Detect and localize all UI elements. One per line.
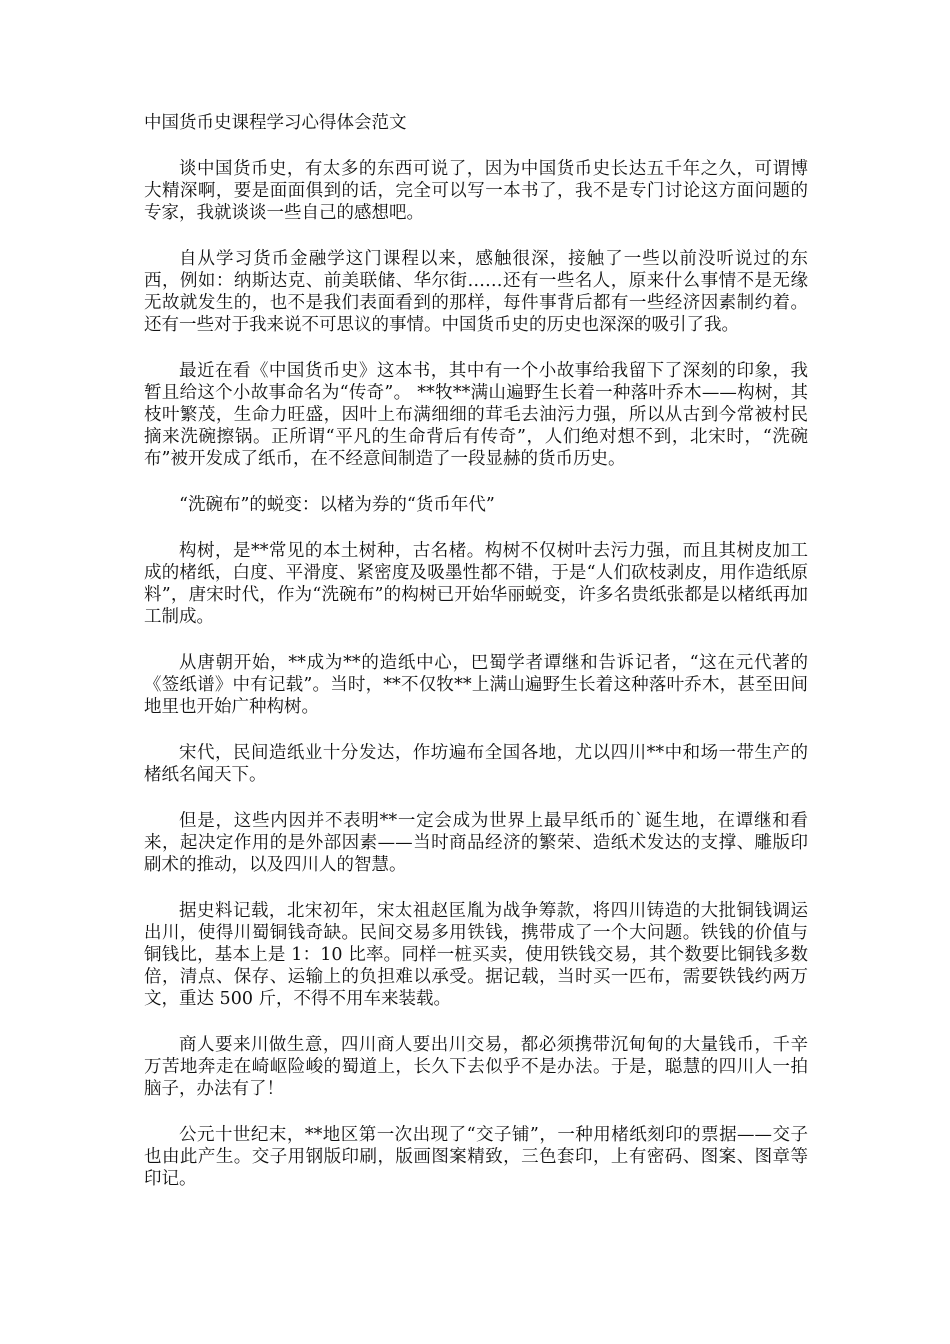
paragraph-legend-story: 最近在看《中国货币史》这本书，其中有一个小故事给我留下了深刻的印象，我暂且给这个小故事命名为“传奇”。 **牧**满山遍野生长着一种落叶乔木——构树，其枝叶繁茂，生命力旺盛，因叶上布满细细的茸毛去油污力强，所以从古到今常被村民摘来洗碗擦锅。正所谓“平凡的生命背后有传奇”，人们绝对想不到，北宋时，“洗碗布”被开发成了纸币，在不经意间制造了一段显赫的货币历史。: [144, 361, 808, 469]
paragraph-intro: 谈中国货币史，有太多的东西可说了，因为中国货币史长达五千年之久，可谓博大精深啊，要是面面俱到的话，完全可以写一本书了，我不是专门讨论这方面问题的专家，我就谈谈一些自己的感想吧。: [144, 159, 808, 223]
section-heading-paper-money: “洗碗布”的蜕变：以楮为券的“货币年代”: [179, 495, 495, 515]
paragraph-paper-mulberry: 构树，是**常见的本土树种，古名楮。构树不仅树叶去污力强，而且其树皮加工成的楮纸，白度、平滑度、紧密度及吸墨性都不错，于是“人们砍枝剥皮，用作造纸原料”，唐宋时代，作为“洗碗布”的构树已开始华丽蜕变，许多名贵纸张都是以楮纸再加工制成。: [144, 541, 808, 627]
paragraph-song-dynasty: 宋代，民间造纸业十分发达，作坊遍布全国各地，尤以四川**中和场一带生产的楮纸名闻天下。: [144, 743, 808, 785]
document-title: 中国货币史课程学习心得体会范文: [144, 113, 407, 133]
paragraph-external-factors: 但是，这些内因并不表明**一定会成为世界上最早纸币的`诞生地，在谭继和看来，起决定作用的是外部因素——当时商品经济的繁荣、造纸术发达的支撑、雕版印刷术的推动，以及四川人的智慧。: [144, 811, 808, 875]
document-page: [144, 112, 808, 1190]
paragraph-tang-dynasty: 从唐朝开始，**成为**的造纸中心，巴蜀学者谭继和告诉记者，“这在元代著的《签纸谱》中有记载”。当时，**不仅牧**上满山遍野生长着这种落叶乔木，甚至田间地里也开始广种构树。: [144, 653, 808, 717]
paragraph-iron-coins: 据史料记载，北宋初年，宋太祖赵匡胤为战争筹款，将四川铸造的大批铜钱调运出川，使得川蜀铜钱奇缺。民间交易多用铁钱，携带成了一个大问题。铁钱的价值与铜钱比，基本上是 1：10 比率。同样一桩买卖，使用铁钱交易，其个数要比铜钱多数倍，清点、保存、运输上的负担难以承受。据记载，当时买一匹布，需要铁钱约两万文，重达 500 斤，不得不用车来装载。: [144, 901, 808, 1009]
paragraph-merchants: 商人要来川做生意，四川商人要出川交易，都必须携带沉甸甸的大量钱币，千辛万苦地奔走在崎岖险峻的蜀道上，长久下去似乎不是办法。于是，聪慧的四川人一拍脑子，办法有了！: [144, 1035, 808, 1099]
paragraph-course-impressions: 自从学习货币金融学这门课程以来，感触很深，接触了一些以前没听说过的东西，例如：纳斯达克、前美联储、华尔街……还有一些名人，原来什么事情不是无缘无故就发生的，也不是我们表面看到的那样，每件事背后都有一些经济因素制约着。还有一些对于我来说不可思议的事情。中国货币史的历史也深深的吸引了我。: [144, 249, 808, 335]
paragraph-jiaozi: 公元十世纪末，**地区第一次出现了“交子铺”，一种用楮纸刻印的票据——交子也由此产生。交子用钢版印刷，版画图案精致，三色套印，上有密码、图案、图章等印记。: [144, 1125, 808, 1189]
